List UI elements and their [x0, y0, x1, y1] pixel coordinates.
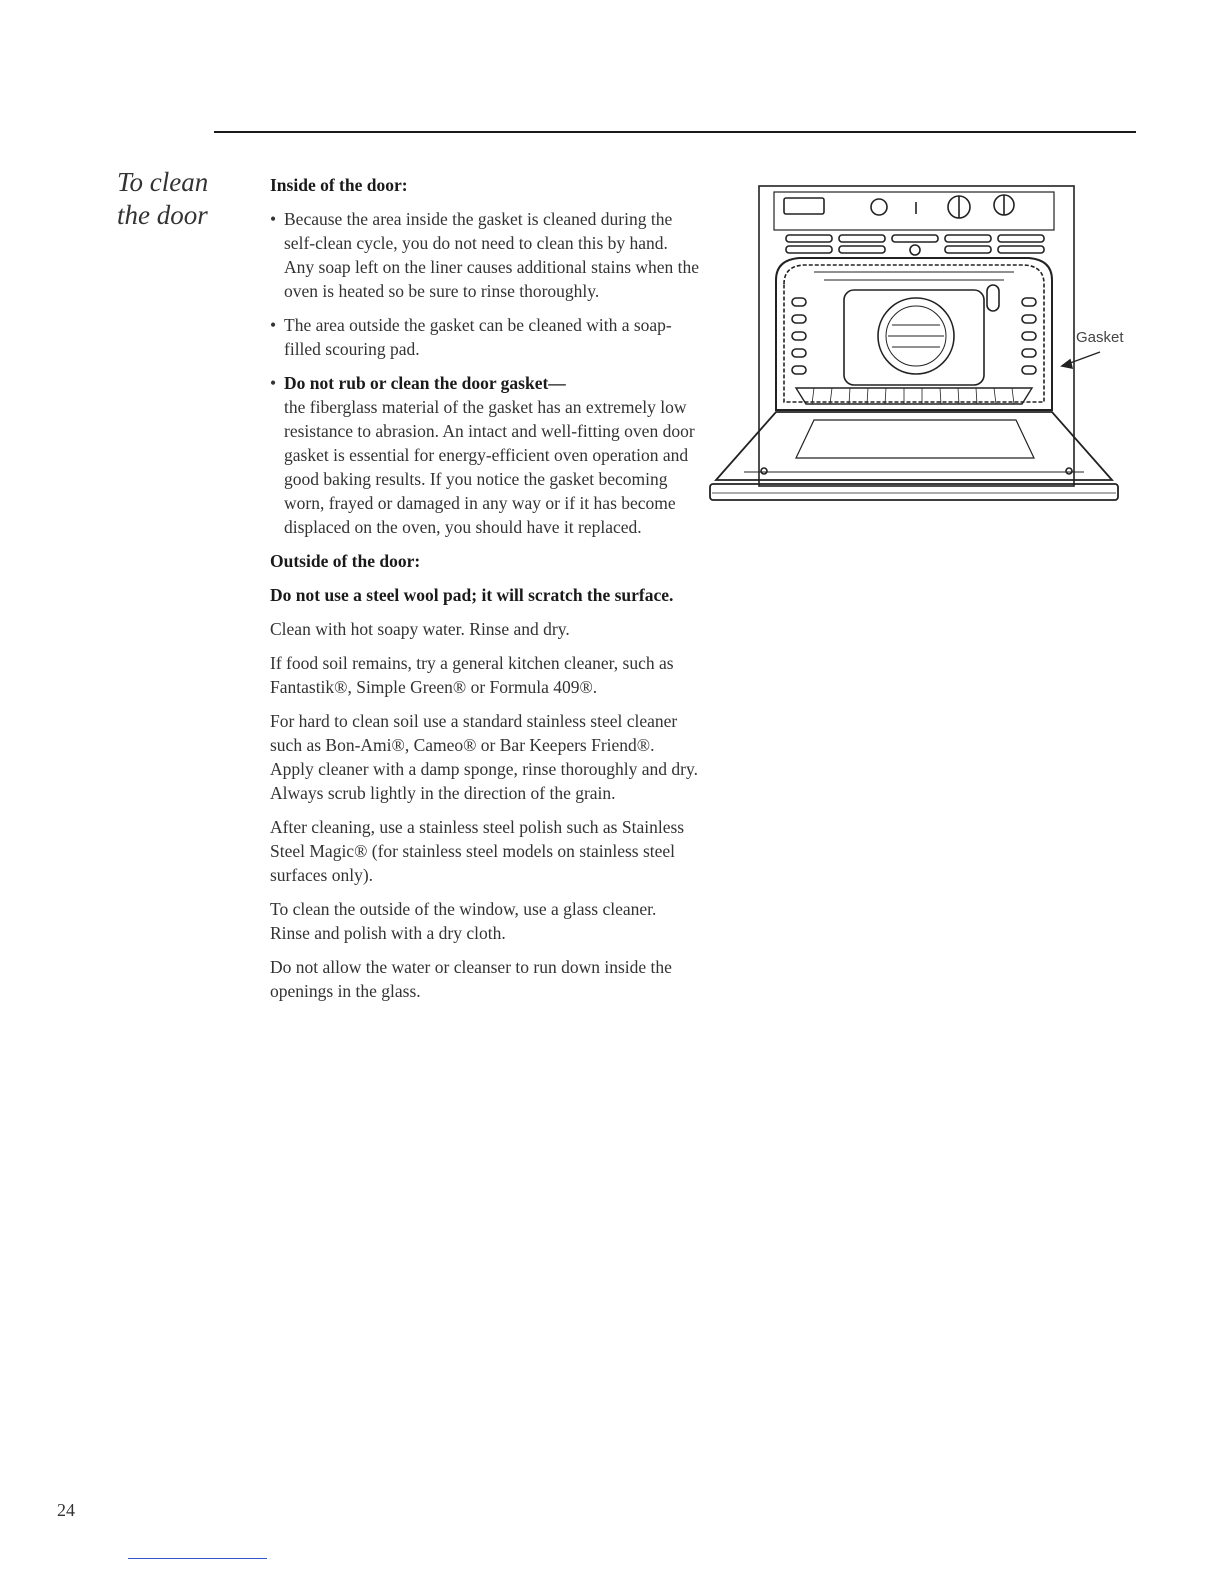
inside-bullet-2-text: The area outside the gasket can be cleaned with a soap-filled scouring pad. — [284, 315, 672, 359]
inside-heading: Inside of the door: — [270, 175, 408, 195]
section-title-line-1: To clean — [117, 167, 209, 197]
bullet-dot: • — [270, 373, 277, 393]
gasket-label: Gasket — [1076, 329, 1124, 346]
steel-wool-warning: Do not use a steel wool pad; it will scratch the surface. — [270, 585, 674, 605]
oven-door — [716, 412, 1112, 480]
footer-line — [128, 1558, 267, 1559]
gasket-warning-text: the fiberglass material of the gasket has an extremely low resistance to abrasion. An intact and well-fitting oven door gasket is essential for energy-efficient oven operation and good baking results. If you notice the gasket becoming worn, frayed or damaged in any way or if it has become displaced on the oven, you should have it replaced. — [284, 397, 695, 537]
main-content — [270, 173, 700, 1013]
gasket-warning-bold: Do not rub or clean the door gasket— — [284, 373, 566, 393]
page-number: 24 — [57, 1500, 75, 1520]
inside-bullet-1 — [270, 207, 700, 303]
section-title — [117, 166, 237, 232]
outside-paragraph-3: For hard to clean soil use a standard stainless steel cleaner such as Bon-Ami®, Cameo® or Bar Keepers Friend®. Apply cleaner with a damp sponge, rinse thoroughly and dry. Always scrub lightly in the direction of the grain. — [270, 711, 698, 803]
outside-paragraph-2: If food soil remains, try a general kitchen cleaner, such as Fantastik®, Simple Green® or Formula 409®. — [270, 653, 674, 697]
oven-illustration — [704, 180, 1124, 520]
gasket-line — [784, 265, 1044, 402]
oven-cavity — [776, 258, 1052, 410]
top-rule — [214, 131, 1136, 133]
inside-bullet-1-text: Because the area inside the gasket is cleaned during the self-clean cycle, you do not need to clean this by hand. Any soap left on the liner causes additional stains when the oven is heated so be sure to rinse thoroughly. — [284, 209, 700, 301]
display-window — [784, 198, 824, 214]
door-window — [796, 420, 1034, 458]
outside-paragraph-5: To clean the outside of the window, use a glass cleaner. Rinse and polish with a dry cloth. — [270, 899, 657, 943]
outside-paragraph-4: After cleaning, use a stainless steel polish such as Stainless Steel Magic® (for stainless steel models on stainless steel surfaces only). — [270, 817, 685, 885]
bullet-dot: • — [270, 209, 277, 229]
section-title-line-2: the door — [117, 200, 208, 230]
outside-paragraph-1: Clean with hot soapy water. Rinse and dry. — [270, 619, 570, 639]
inside-bullet-2 — [270, 313, 700, 361]
outside-heading: Outside of the door: — [270, 551, 421, 571]
bullet-dot: • — [270, 315, 277, 335]
inside-bullet-3 — [270, 371, 700, 539]
knob-left — [871, 199, 887, 215]
outside-paragraph-6: Do not allow the water or cleanser to run down inside the openings in the glass. — [270, 957, 672, 1001]
